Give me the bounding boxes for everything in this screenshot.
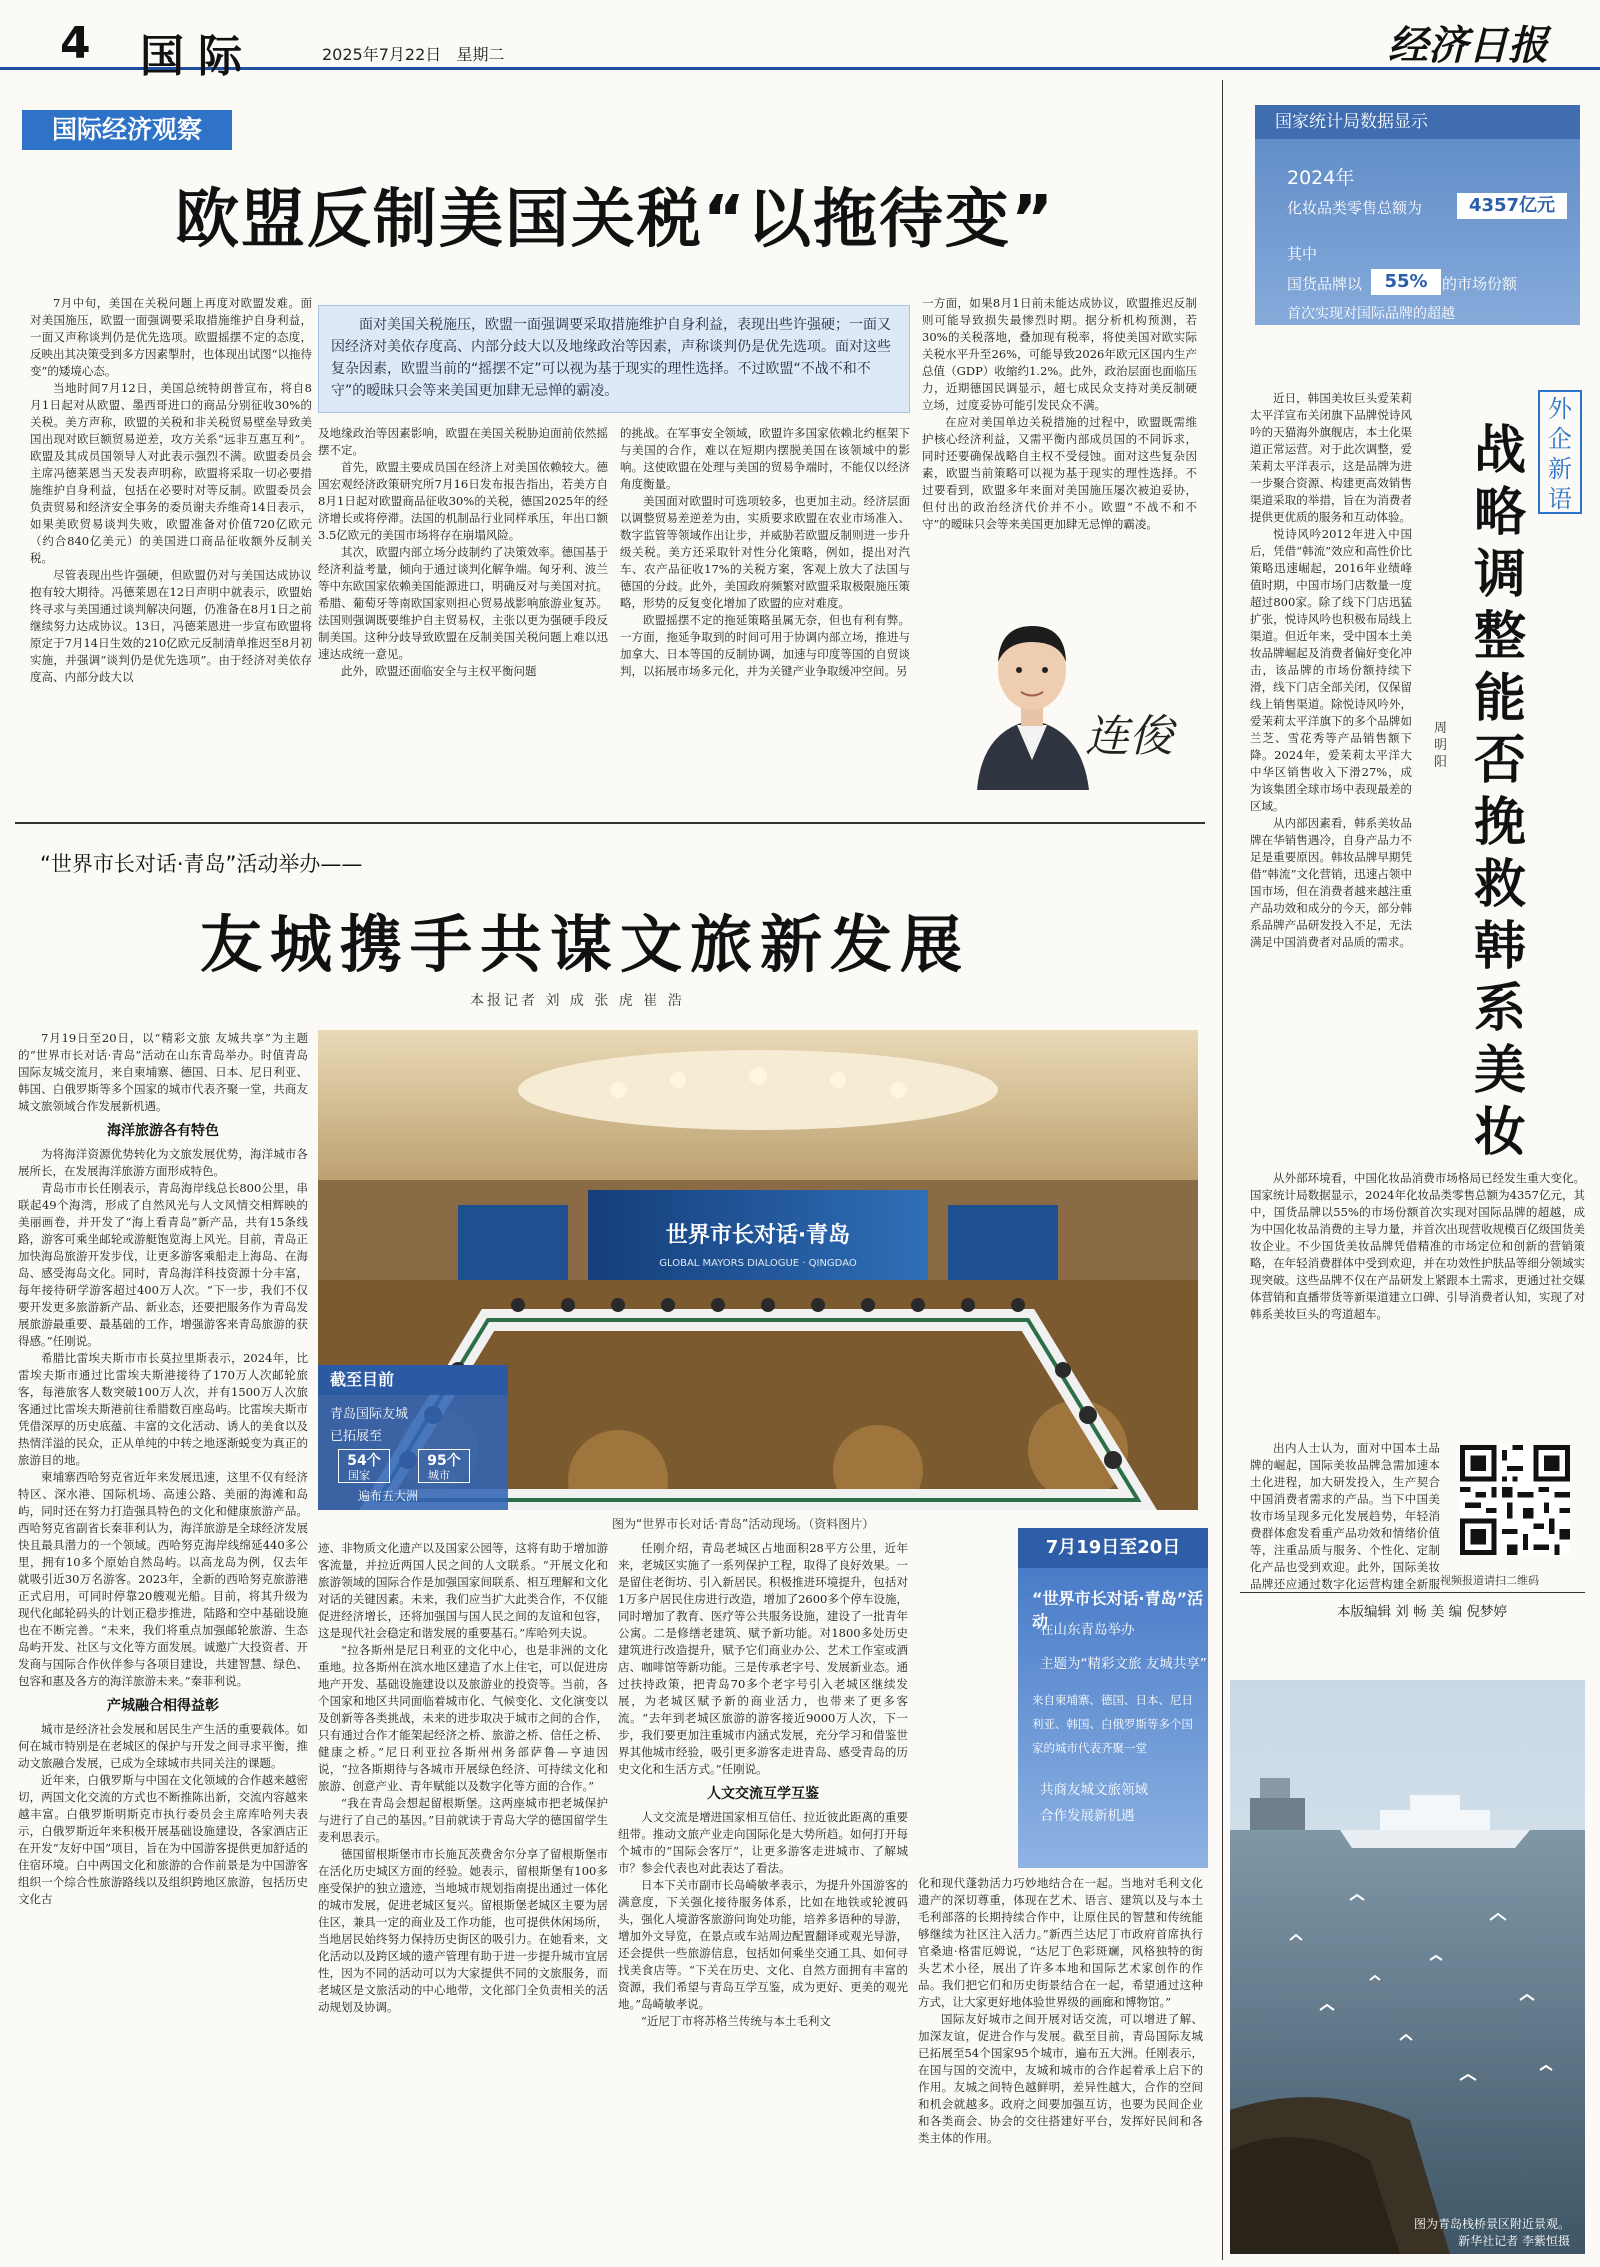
caption-line: 图为青岛栈桥景区附近景观。 — [1413, 2217, 1570, 2231]
stats-label-b: 的市场份额 — [1442, 275, 1518, 293]
paragraph: 的挑战。在军事安全领域，欧盟许多国家依赖北约框架下与美国的合作，难以在短期内摆脱美国在该领域中的影响。这使欧盟在处理与美国的贸易争端时，不能仅以经济角度衡量。 — [620, 426, 910, 491]
paragraph: “我在青岛会想起留根斯堡。这两座城市把老城保护与进行了自己的基因。”目前就读于青岛大学的德国留学生麦利思表示。 — [318, 1796, 608, 1844]
paragraph: 青岛市市长任刚表示，青岛海岸线总长800公里，串联起49个海湾，形成了自然风光与人文风情交相辉映的美丽画卷，并开发了“海上看青岛”新产品，共有15条线路，游客可乘坐邮轮或游艇饱览海上风光。目前，青岛正加快海岛旅游开发步伐，让更多游客乘船走上海岛、在海岛、感受海岛文化。同时，青岛海洋科技资源十分丰富，每年接待研学游客超过400万人次。“下一步，我们不仅要开发更多旅游新产品、新业态，还要把服务作为青岛发展旅游最重要、最基础的工作，增强游客来青岛旅游的获得感。”任刚说。 — [18, 1181, 308, 1348]
infobox-line: 共商友城文旅领域 — [1040, 1782, 1148, 1798]
paragraph: 希腊比雷埃夫斯市市长莫拉里斯表示，2024年，比雷埃夫斯市通过比雷埃夫斯港接待了170万人次邮轮旅客，每港旅客人数突破100万人次，并有1500万人次旅客通过比雷埃夫斯港前往希腊数百座岛屿。比雷埃夫斯市凭借深厚的历史底蕴、丰富的文化活动、诱人的美食以及热情洋溢的民众，正从单纯的中转之地逐渐蜕变为真正的旅游目的地。 — [18, 1351, 308, 1467]
badges-line: 已拓展至 — [330, 1429, 383, 1444]
article2-byline: 本报记者 刘 成 张 虎 崔 浩 — [470, 993, 685, 1009]
screen-subtitle: GLOBAL MAYORS DIALOGUE · QINGDAO — [659, 1258, 857, 1269]
article2-column-4 — [918, 1875, 1203, 2255]
date: 2025年7月22日 — [322, 45, 442, 64]
paragraph: 美国面对欧盟时可选项较多，也更加主动。经济层面以调整贸易差逆差为由，实质要求欧盟在农业市场准入、数字监管等领域作出让步，并威胁若欧盟反制则进一步升级关税。美方还采取针对性分化策略，例如，提出对汽车、农产品征收17%的关税方案，客观上放大了法国与德国的分歧。此外，美国政府频繁对欧盟采取极限施压策略，形势的反复变化增加了欧盟的应对难度。 — [620, 494, 910, 610]
masthead-logo: 经济日报 — [1388, 22, 1548, 69]
stats-value-share: 55% — [1371, 269, 1441, 295]
paragraph: 当地时间7月12日，美国总统特朗普宣布，将自8月1日起对从欧盟、墨西哥进口的商品分别征收30%的关税。美方声称，欧盟的关税和非关税贸易壁垒导致美国出现对欧巨额贸易逆差，攻方关系“远非互惠互利”。欧盟及其成员国领导人对此表示强烈不满。欧盟委员会主席冯德莱恩当天发表声明称，欧盟将采取一切必要措施维护自身利益，包括在必要时对等反制。欧盟委员会负责贸易和经济安全事务的委员谢夫乔维奇14日表示，如果美欧贸易谈判失败，欧盟准备对价值720亿欧元（约合840亿美元）的美国进口商品征收额外反制关税。 — [30, 381, 312, 565]
photo-caption — [1250, 2215, 1570, 2249]
sidebar-author: 周明阳 — [1434, 721, 1448, 770]
paragraph: “拉各斯州是尼日利亚的文化中心，也是非洲的文化重地。拉各斯州在滨水地区建造了水上住宅，可以促进房地产开发、基础设施建设以及旅游业的投资等。当前，各个国家和地区共同面临着城市化、气候变化、文化演变以及创新等各类挑战，未来的进步取决于城市之间的合作，只有通过合作才能架起经济之桥、旅游之桥、信任之桥、健康之桥。”尼日利亚拉各斯州州务部萨鲁—亨迪因说，“拉各斯期待与各城市开展绿色经济、可持续文化和旅游、创意产业、青年赋能以及数字化等方面的合作。” — [318, 1643, 608, 1793]
stats-infobox — [1255, 105, 1580, 325]
qr-caption: 视频报道请扫二维码 — [1440, 1574, 1539, 1587]
paragraph: 欧盟摇摆不定的拖延策略虽属无奈，但也有利有弊。一方面，拖延争取到的时间可用于协调内部立场，推进与加拿大、日本等国的反制协调，加速与印度等国的自贸谈判，以拓展市场多元化，并为关键产业争取缓冲空间。另 — [620, 613, 910, 678]
sidebar-column-tag: 外企新语 — [1538, 390, 1582, 514]
author-photo — [967, 600, 1097, 790]
screen-title: 世界市长对话·青岛 — [665, 1223, 851, 1248]
article2-column-3 — [618, 1540, 908, 2255]
lede-box: 面对美国关税施压，欧盟一面强调要采取措施维护自身利益，表现出些许强硬；一面又因经济对美依存度高、内部分歧大以及地缘政治等因素，声称谈判仍是优先选项。面对这些复杂因素，欧盟当前的“摇摆不定”可以视为基于现实的理性选择。不过欧盟“不战不和不守”的暧昧只会等来美国更加肆无忌惮的霸凌。 — [318, 305, 910, 413]
subhead: 人文交流互学互鉴 — [707, 1786, 819, 1802]
paragraph: 任刚介绍，青岛老城区占地面积28平方公里，近年来，老城区实施了一系列保护工程，取得了良好效果。一是留住老街坊、引入新居民。积极推进环境提升，包括对1万多户居民住房进行改造，增加了2600多个停车设施，同时增加了教育、医疗等公共服务设施，建设了一批青年公寓。二是修缮老建筑、赋予新功能。对1800多处历史建筑进行改造提升，赋予它们商业办公、艺术工作室或酒店、咖啡馆等新功能。三是传承老字号、发展新业态。通过扶持政策，把青岛70多个老字号引入老城区继续发展，为老城区赋予新的商业活力，也带来了更多客流。“去年到老城区旅游的游客接近9000万人次，下一步，我们要更加注重城市内涵式发展，充分学习和借鉴世界其他城市经验，吸引更多游客走进青岛、感受青岛的历史文化和生活方式。”任刚说。 — [618, 1541, 908, 1776]
article2-column-1 — [18, 1030, 308, 2255]
paragraph: 近日，韩国美妆巨头爱茉莉太平洋宣布关闭旗下品牌悦诗风吟的天猫海外旗舰店，本土化渠道正常运营。对于此次调整，爱茉莉太平洋表示，这是品牌为进一步聚合资源、构建更高效销售渠道采取的举措，旨在为消费者提供更优质的服务和互动体验。 — [1250, 391, 1412, 524]
article1-column-4 — [922, 295, 1197, 595]
paragraph: 国际友好城市之间开展对话交流，可以增进了解、加深友谊，促进合作与发展。截至目前，青岛国际友城已拓展至54个国家95个城市，遍布五大洲。任刚表示，在国与国的交流中，友城和城市的合作起着承上启下的作用。友城之间特色越鲜明，差异性越大，合作的空间和机会就越多。政府之间要加强互访，也要为民间企业和各类商会、协会的交往搭建好平台，发挥好民间和各类主体的作用。 — [918, 2012, 1203, 2145]
caption-credit: 新华社记者 李紫恒摄 — [1458, 2234, 1570, 2248]
subhead: 海洋旅游各有特色 — [107, 1123, 219, 1139]
paragraph: 柬埔寨西哈努克省近年来发展迅速，这里不仅有经济特区、深水港、国际机场、高速公路、美丽的海滩和岛屿，同时还在努力打造强具特色的文化和健康旅游产品。西哈努克省副省长秦菲利认为，海洋旅游是全球经济发展快且最具潜力的一个领域。西哈努克海岸线绵延440多公里，拥有10多个原始自然岛屿。以高龙岛为例，仅去年就吸引近30万名游客。2023年，全新的西哈努克旅游港正式启用，可同时停靠20艘观光船。目前，将其升级为现代化邮轮码头的计划正稳步推进，陆路和空中基础设施也在不断完善。“未来，我们将重点加强邮轮旅游、生态岛屿开发、社区与文化等方面发展。诚邀广大投资者、开发商与国际合作伙伴参与各项目建设，共建智慧、绿色、包容和惠及各方的海洋旅游未来。”秦菲利说。 — [18, 1470, 308, 1688]
infobox-title: “世界市长对话·青岛”活动 — [1032, 1589, 1204, 1631]
paragraph: 在应对美国单边关税措施的过程中，欧盟既需维护核心经济利益，又需平衡内部成员国的不同诉求，同时还要确保战略自主权不受侵蚀。面对这些复杂因素，欧盟当前策略可以视为基于现实的理性选择。不过要看到，欧盟多年来面对美国施压屡次被迫妥协，但付出的政治经济代价并不小。欧盟“不战不和不守”的暧昧只会等来美国更加肆无忌惮的霸凌。 — [922, 415, 1197, 531]
main-headline: 欧盟反制美国关税“以拖待变” — [174, 183, 1056, 257]
weekday: 星期二 — [456, 45, 505, 64]
paragraph: 日本下关市副市长岛崎敏孝表示，为提升外国游客的满意度，下关强化接待服务体系，比如在地铁或轮渡码头，强化人境游客旅游问询处功能，培养多语种的导游，增加外文导览，在景点或车站周边配置翻译或观光导游，还会提供一些旅游信息，包括如何乘坐交通工具、如何寻找美食店等。“下关在历史、文化、自然方面拥有丰富的资源，我们希望与青岛互学互鉴，成为更好、更美的观光地。”岛崎敏孝说。 — [618, 1878, 908, 2011]
paragraph: 7月中旬，美国在关税问题上再度对欧盟发难。面对美国施压，欧盟一面强调要采取措施维护自身利益，一面又声称谈判仍是优先选项。欧盟摇摆不定的态度，反映出其决策受到多方因素掣肘，也体现出试图“以拖待变”的矮境心态。 — [30, 296, 312, 378]
paragraph: 化和现代蓬勃活力巧妙地结合在一起。当地对毛利文化遗产的深切尊重，体现在艺术、语言、建筑以及与本土毛利部落的长期持续合作中，让原住民的智慧和传统能够继续为社区注入活力。”新西兰达尼丁市政府首席执行官桑迪·格雷厄姆说，“达尼丁色彩斑斓，风格独特的街头艺术小径，展出了许多本地和国际艺术家创作的作品。我们把它们和历史街景结合在一起，希望通过这种方式，让大家更好地体验世界级的画廊和博物馆。” — [918, 1876, 1203, 2009]
coast-photo — [1230, 1680, 1585, 2254]
infobox-line: 在山东青岛举办 — [1040, 1622, 1135, 1638]
photo-caption: 图为“世界市长对话·青岛”活动现场。（资料图片） — [612, 1517, 875, 1531]
sidebar-column-wide — [1250, 1170, 1585, 1440]
article2-kicker: “世界市长对话·青岛”活动举办—— — [40, 852, 363, 876]
paragraph: “近尼丁市将苏格兰传统与本土毛利文 — [641, 2014, 831, 2028]
paragraph: 及地缘政治等因素影响，欧盟在美国关税胁迫面前依然摇摆不定。 — [318, 426, 608, 457]
infobox-line: 来自柬埔寨、德国、日本、尼日 — [1032, 1693, 1193, 1707]
badge-unit: 国家 — [348, 1469, 370, 1482]
sidebar-column-lower — [1250, 1440, 1440, 1590]
paragraph: 出内人士认为，面对中国本土品牌的崛起，国际美妆品牌急需加速本土化进程，加大研发投入，生产契合中国消费者需求的产品。当下中国美妆市场呈现多元化发展趋势，年轻消费群体愈发看重产品功效和情绪价值等，注重品质与服务、个性化、定制化产品也受到欢迎。此外，国际美妆品牌还应通过数字化运营构建全新服 — [1250, 1441, 1440, 1590]
stats-label-a: 国货品牌以 — [1287, 275, 1363, 293]
column-tag: 国际经济观察 — [22, 110, 232, 150]
editors-credit: 本版编辑 刘 畅 美 编 倪梦婷 — [1337, 1604, 1507, 1620]
badges-line: 遍布五大洲 — [358, 1489, 419, 1503]
paragraph: 悦诗风吟2012年进入中国后，凭借“韩流”效应和高性价比策略迅速崛起，2016年业绩峰值时期，中国市场门店数量一度超过800家。除了线下门店迅猛扩张，悦诗风吟也积极布局线上渠道。但近年来，受中国本土美妆品牌崛起及消费者偏好变化冲击，该品牌的市场份额持续下滑，线下门店全部关闭，仅保留线上销售渠道。除悦诗风吟外，爱茉莉太平洋旗下的多个品牌如兰芝、雪花秀等产品销售额下降。2024年，爱茉莉太平洋大中华区销售收入下滑27%，成为该集团全球市场中表现最差的区域。 — [1250, 527, 1412, 813]
badge-number: 95个 — [427, 1453, 461, 1469]
stats-value-total: 4357亿元 — [1457, 193, 1567, 219]
paragraph: 从内部因素看，韩系美妆品牌在华销售遇冷，自身产品力不足是重要原因。韩妆品牌早期凭借“韩流”文化营销，迅速占领中国市场，但在消费者越来越注重产品功效和成分的今天，部分韩系品牌产品研发投入不足，无法满足中国消费者对品质的需求。 — [1250, 816, 1412, 949]
page-number: 4 — [60, 18, 91, 69]
badges-line: 青岛国际友城 — [330, 1407, 409, 1422]
paragraph: 此外，欧盟还面临安全与主权平衡问题 — [341, 664, 537, 678]
article1-column-3 — [620, 425, 910, 810]
issue-date — [322, 42, 505, 65]
qr-code[interactable] — [1460, 1445, 1570, 1555]
article1-column-1 — [30, 295, 312, 810]
section-title: 国际 — [140, 31, 256, 82]
paragraph: 其次，欧盟内部立场分歧制约了决策效率。德国基于经济利益考量，倾向于通过谈判化解争端。匈牙利、波兰等中东欧国家依赖美国能源进口，明确反对与美国对抗。希腊、葡萄牙等南欧国家则担心贸易战影响旅游业复苏。法国则强调既要维护自主贸易权，主张以更为强硬手段反制美国。这种分歧导致欧盟在反制美国关税问题上难以迅速达成统一意见。 — [318, 545, 608, 661]
editors-rule — [1240, 1592, 1585, 1593]
paragraph: 人文交流是增进国家相互信任、拉近彼此距离的重要纽带。推动文旅产业走向国际化是大势所趋。如何打开每个城市的“国际会客厅”，让更多游客走进城市、了解城市？参会代表也对此表达了看法。 — [618, 1810, 908, 1875]
paragraph: 迹、非物质文化遗产以及国家公园等，这将有助于增加游客流量，并拉近两国人民之间的人文联系。“开展文化和旅游领域的国际合作是加强国家间联系、相互理解和文化对话的关键因素。未来，我们应当扩大此类合作，不仅能促进经济增长，还将加强国与国人民之间的友谊和包容，这是现代社会稳定和谐发展的重要基石。”库哈列夫说。 — [318, 1541, 608, 1640]
badge-unit: 城市 — [428, 1469, 450, 1482]
paragraph: 7月19日至20日，以“精彩文旅 友城共享”为主题的“世界市长对话·青岛”活动在山东青岛举办。时值青岛国际友城交流月，来自柬埔寨、德国、日本、尼日利亚、韩国、白俄罗斯等多个国家的城市代表齐聚一堂，共商友城文旅领域合作发展新机遇。 — [18, 1031, 308, 1113]
paragraph: 为将海洋资源优势转化为文旅发展优势，海洋城市各展所长，在发展海洋旅游方面形成特色。 — [18, 1147, 308, 1178]
infobox-line: 合作发展新机遇 — [1040, 1808, 1135, 1824]
article1-column-2 — [318, 425, 608, 810]
paragraph: 城市是经济社会发展和居民生产生活的重要载体。如何在城市特别是在老城区的保护与开发之间寻求平衡，推动文旅融合发展，已成为全球城市共同关注的课题。 — [18, 1722, 308, 1770]
paragraph: 德国留根斯堡市市长施瓦茨费舍尔分享了留根斯堡市在活化历史城区方面的经验。她表示，留根斯堡有100多座受保护的独立遗迹，当地城市规划指南提出通过一体化的城市发展，促进老城区复兴。留根斯堡老城区主要为居住区，兼具一定的商业及工作功能，也可提供休闲场所，当地居民始终努力保持历史街区的吸引力。在她看来，文化活动以及跨区域的遗产管理有助于进一步提升城市宜居性，因为不同的活动可以为大家提供不同的文旅服务，而老城区是文旅活动的中心地带，文化部门全负责相关的活动规划及协调。 — [318, 1847, 608, 2014]
paragraph: 首先，欧盟主要成员国在经济上对美国依赖较大。德国宏观经济政策研究所7月16日发布报告指出，若美方自8月1日起对欧盟商品征收30%的关税，德国2025年的经济增长或将停滞。法国的机制品行业同样承压，年出口额3.5亿欧元的美国市场将存在崩塌风险。 — [318, 460, 608, 542]
paragraph: 一方面，如果8月1日前未能达成协议，欧盟推迟反制则可能导致损失最惨烈时期。据分析机构预测，若30%的关税落地，叠加现有税率，将使美国对欧实际关税水平升至26%，可能导致2026年欧元区国内生产总值（GDP）收缩约1.2%。此外，政治层面也面临压力，近期德国民调显示，超七成民众支持对美反制硬立场，过度妥协可能引发民众不满。 — [922, 296, 1197, 412]
infobox-line: 利亚、韩国、白俄罗斯等多个国 — [1032, 1717, 1193, 1731]
paragraph: 从外部环境看，中国化妆品消费市场格局已经发生重大变化。国家统计局数据显示，2024年化妆品类零售总额为4357亿元，其中，国货品牌以55%的市场份额首次实现对国际品牌的超越，成为中国化妆品消费的主导力量，并首次出现营收规模百亿级国货美妆企业。不少国货美妆品牌凭借精准的市场定位和创新的营销策略，在年轻消费群体中受到欢迎，并在功效性护肤品等细分领域实现突破。这些品牌不仅在产品研发上紧跟本土需求，更通过社交媒体营销和直播带货等新渠道建立口碑、引导消费者认知，实现了对韩系美妆巨头的弯道超车。 — [1250, 1171, 1585, 1321]
stats-label: 首次实现对国际品牌的超越 — [1287, 306, 1455, 322]
subhead: 产城融合相得益彰 — [107, 1698, 219, 1714]
article2-headline: 友城携手共谋文旅新发展 — [200, 908, 971, 981]
friendship-cities-box — [318, 1365, 508, 1510]
author-portrait — [955, 600, 1177, 800]
section-divider — [15, 822, 1205, 824]
event-infobox — [1018, 1528, 1208, 1868]
badges-head: 截至目前 — [318, 1365, 508, 1395]
sidebar-column — [1250, 390, 1412, 1170]
column-divider — [1222, 80, 1223, 2260]
infobox-line: 主题为“精彩文旅 友城共享” — [1040, 1656, 1207, 1672]
author-signature: 连俊 — [1085, 711, 1173, 762]
stats-label: 化妆品类零售总额为 — [1287, 199, 1423, 217]
infobox-line: 家的城市代表齐聚一堂 — [1032, 1741, 1147, 1755]
stats-title: 国家统计局数据显示 — [1255, 105, 1580, 139]
infobox-date: 7月19日至20日 — [1018, 1528, 1208, 1568]
stats-label: 其中 — [1287, 245, 1318, 263]
badge-number: 54个 — [347, 1453, 381, 1469]
article2-column-2 — [318, 1540, 608, 2255]
stats-year: 2024年 — [1287, 167, 1355, 189]
sidebar-headline: 战略调整能否挽救韩系美妆 — [1473, 421, 1526, 1163]
paragraph: 近年来，白俄罗斯与中国在文化领域的合作越来越密切，两国文化交流的方式也不断推陈出新，交流内容越来越丰富。白俄罗斯明斯克市执行委员会主席库哈列夫表示，白俄罗斯近年来积极开展基础设施建设，各家酒店正在开发“友好中国”项目，旨在为中国游客提供更加舒适的住宿环境。白中两国文化和旅游的合作前景是为中国游客组织一个综合性旅游路线以及组织跨地区旅游，包括历史文化古 — [18, 1773, 308, 1906]
paragraph: 尽管表现出些许强硬，但欧盟仍对与美国达成协议抱有较大期待。冯德莱恩在12日声明中就表示，欧盟始终寻求与美国通过谈判解决问题，仍准备在8月1日之前继续努力达成协议。13日，冯德莱恩进一步宣布欧盟将原定于7月14日生效的210亿欧元反制清单推迟至8月初实施，并强调“谈判仍是优先选项”。由于经济对美依存度高、内部分歧大以 — [30, 568, 312, 684]
